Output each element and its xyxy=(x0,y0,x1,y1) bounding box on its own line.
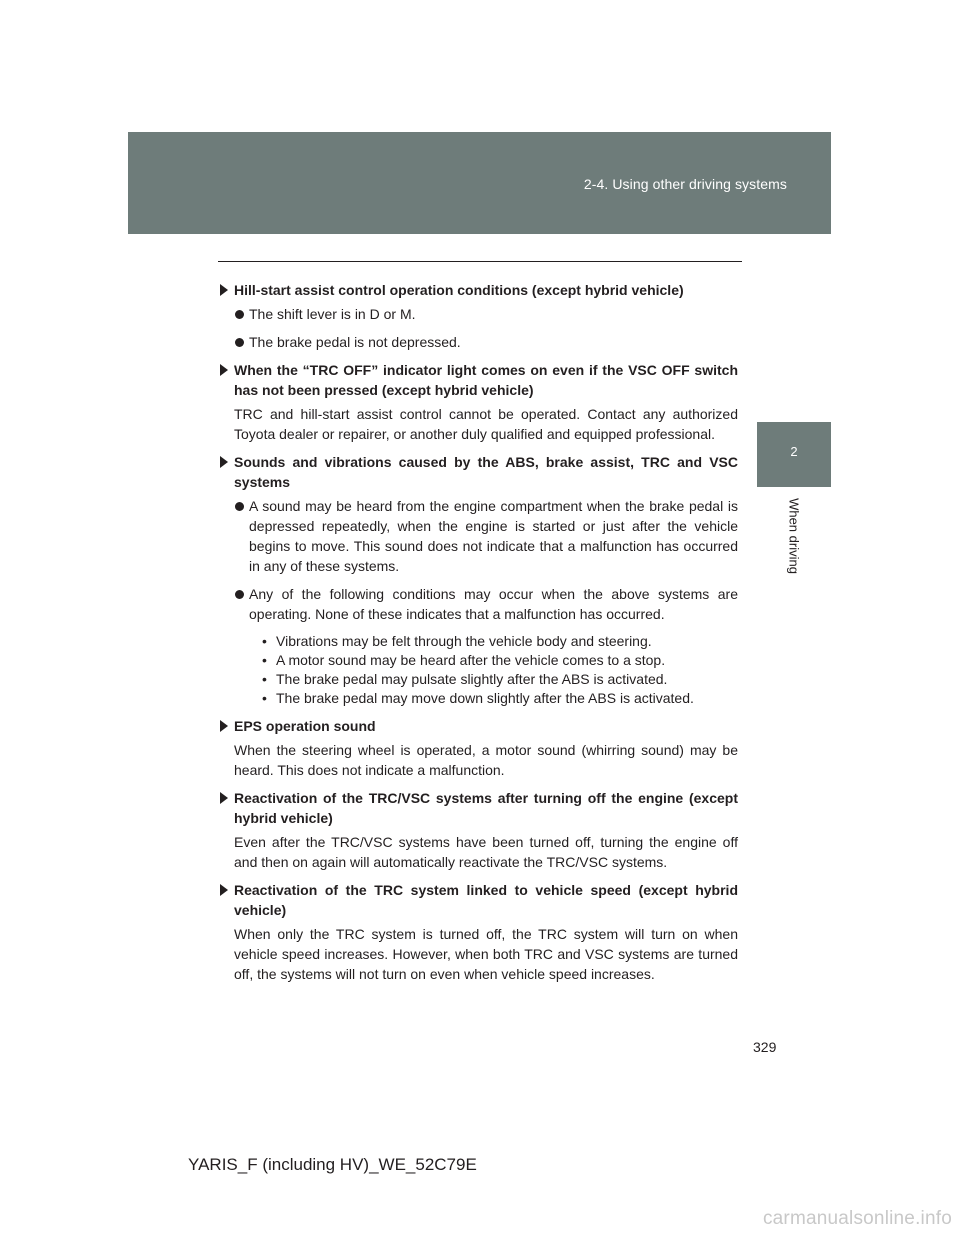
chapter-tab[interactable] xyxy=(757,422,831,487)
header-band xyxy=(128,132,831,234)
list-item: The brake pedal is not depressed. xyxy=(218,332,738,352)
list-item: Any of the following conditions may occur when the above systems are operating. None of these indicates that a malfunction has occurred. xyxy=(218,584,738,624)
section-text: When only the TRC system is turned off, the TRC system will turn on when vehicle speed increases. However, when both TRC and VSC systems are turned off, the systems will not turn on even when vehicle speed increases. xyxy=(234,926,738,982)
bullet-dot-icon xyxy=(235,310,244,319)
document-footer: YARIS_F (including HV)_WE_52C79E xyxy=(188,1155,477,1174)
sub-list-item: • A motor sound may be heard after the vehicle comes to a stop. xyxy=(262,652,666,668)
section-heading: Reactivation of the TRC/VSC systems after turning off the engine (except hybrid vehicle) xyxy=(218,788,738,828)
bullet-dot-icon xyxy=(235,590,244,599)
chapter-number: 2 xyxy=(790,444,798,459)
section-heading: Sounds and vibrations caused by the ABS, brake assist, TRC and VSC systems xyxy=(218,452,738,492)
sub-list-item: • The brake pedal may move down slightly after the ABS is activated. xyxy=(262,690,694,706)
triangle-bullet-icon xyxy=(220,884,228,896)
bullet-dot-icon xyxy=(235,502,244,511)
section-heading: EPS operation sound xyxy=(218,716,738,736)
section-heading: When the “TRC OFF” indicator light comes on even if the VSC OFF switch has not been pressed (except hybrid vehicle) xyxy=(218,360,738,400)
triangle-bullet-icon xyxy=(220,792,228,804)
page-content xyxy=(218,280,738,992)
chapter-label: When driving xyxy=(786,498,802,574)
section-title: 2-4. Using other driving systems xyxy=(583,176,787,192)
watermark: carmanualsonline.info xyxy=(762,1208,952,1229)
section-heading: Reactivation of the TRC system linked to vehicle speed (except hybrid vehicle) xyxy=(218,880,738,920)
list-item: The shift lever is in D or M. xyxy=(218,304,738,324)
section-text: Even after the TRC/VSC systems have been turned off, turning the engine off and then on again will automatically reactivate the TRC/VSC systems. xyxy=(234,834,738,870)
bullet-dot-icon xyxy=(235,338,244,347)
triangle-bullet-icon xyxy=(220,364,228,376)
sub-list-item: • The brake pedal may pulsate slightly after the ABS is activated. xyxy=(262,671,668,687)
sub-list-item: • Vibrations may be felt through the vehicle body and steering. xyxy=(262,633,652,649)
section-heading: Hill-start assist control operation conditions (except hybrid vehicle) xyxy=(218,280,738,300)
section-text: TRC and hill-start assist control cannot be operated. Contact any authorized Toyota dealer or repairer, or another duly qualified and equipped professional. xyxy=(234,406,738,442)
sub-list xyxy=(218,632,738,708)
triangle-bullet-icon xyxy=(220,720,228,732)
page-number: 329 xyxy=(753,1039,777,1055)
section-text: When the steering wheel is operated, a motor sound (whirring sound) may be heard. This does not indicate a malfunction. xyxy=(234,742,738,778)
header-rule xyxy=(218,261,742,262)
triangle-bullet-icon xyxy=(220,284,228,296)
list-item: A sound may be heard from the engine compartment when the brake pedal is depressed repeatedly, when the engine is started or just after the vehicle begins to move. This sound does not indicate that a malfunction has occurred in any of these systems. xyxy=(218,496,738,576)
triangle-bullet-icon xyxy=(220,456,228,468)
